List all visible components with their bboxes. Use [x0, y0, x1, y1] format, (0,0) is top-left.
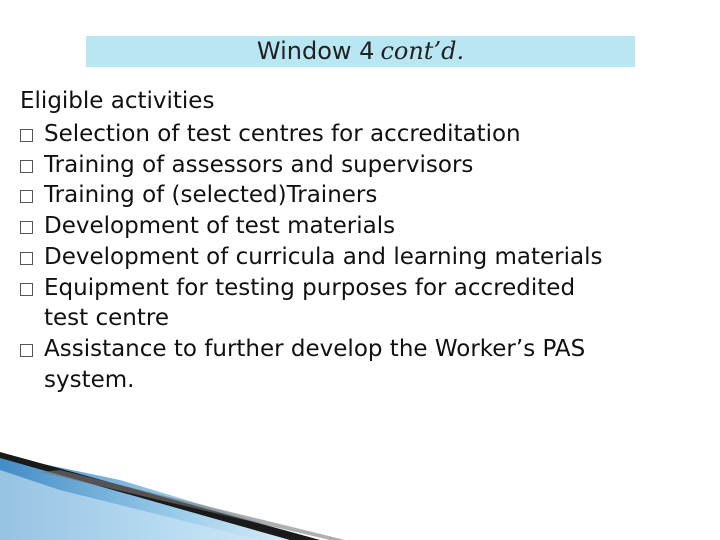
checkbox-bullet-icon: [20, 252, 33, 265]
list-item-text: Development of curricula and learning materials: [44, 243, 603, 270]
list-item-continuation: system.: [44, 366, 135, 393]
list-item: [20, 150, 710, 181]
list-item: [20, 180, 710, 211]
list-item: [20, 273, 710, 334]
decorative-swoosh: [0, 450, 720, 540]
list-item-text: Selection of test centres for accreditation: [44, 121, 521, 147]
checkbox-bullet-icon: [20, 283, 33, 296]
list-item: [20, 242, 710, 273]
list-item-text: Assistance to further develop the Worker’s PAS: [44, 335, 586, 362]
checkbox-bullet-icon: [20, 129, 33, 142]
list-item-text: Equipment for testing purposes for accredited: [44, 274, 576, 301]
slide-title: [86, 36, 635, 67]
checkbox-bullet-icon: [20, 160, 33, 173]
list-item-text: Training of (selected)Trainers: [44, 182, 378, 209]
section-heading: Eligible activities: [20, 88, 215, 114]
slide-title-main: Window 4: [256, 37, 375, 65]
list-item-text: Training of assessors and supervisors: [44, 151, 474, 178]
checkbox-bullet-icon: [20, 221, 33, 234]
list-item: [20, 334, 710, 395]
list-item: [20, 211, 710, 242]
activity-list: [20, 119, 710, 395]
list-item-continuation: test centre: [44, 305, 169, 332]
checkbox-bullet-icon: [20, 190, 33, 203]
list-item: [20, 119, 710, 150]
list-item-text: Development of test materials: [44, 213, 396, 240]
checkbox-bullet-icon: [20, 344, 33, 357]
slide-title-italic: cont’d.: [380, 37, 465, 65]
